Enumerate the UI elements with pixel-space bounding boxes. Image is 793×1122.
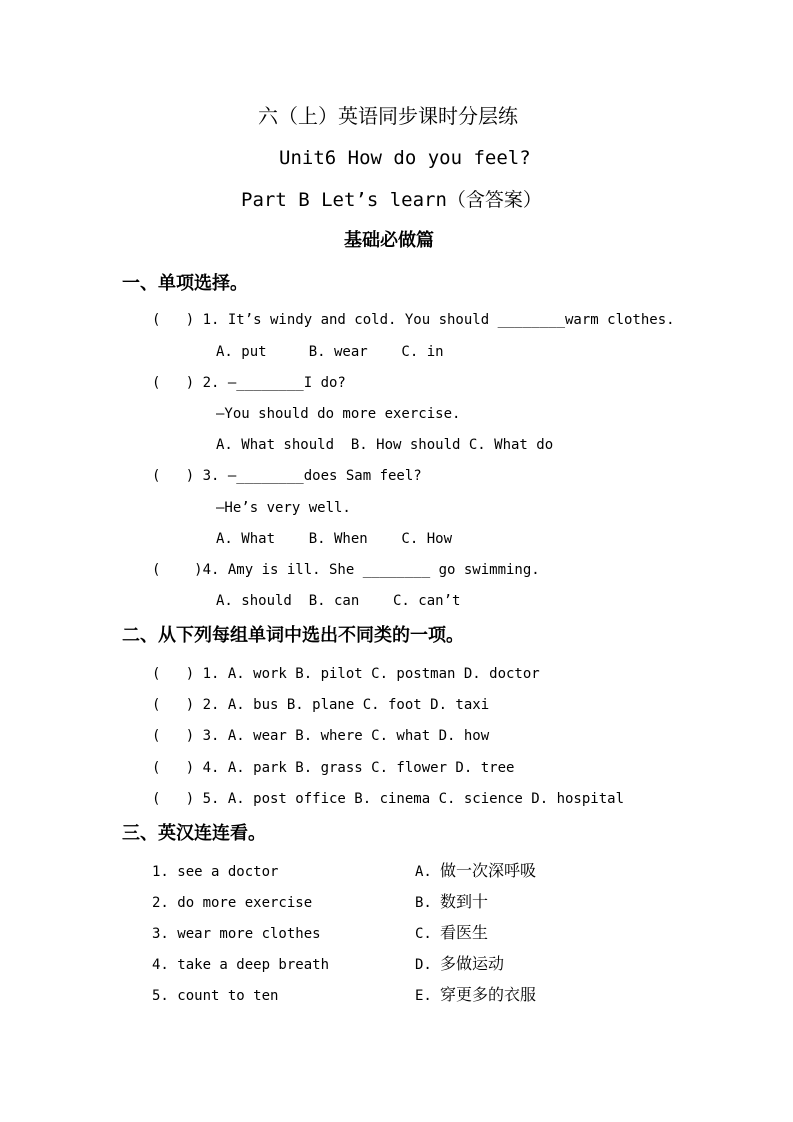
match-right-d: 多做运动 bbox=[440, 954, 505, 973]
question-2-options: A. What should B. How should C. What do bbox=[216, 437, 554, 453]
match-right-a: 做一次深呼吸 bbox=[440, 861, 537, 880]
match-right-letter-b: B. bbox=[415, 895, 432, 911]
question-3-reply: —He’s very well. bbox=[216, 500, 351, 516]
question-2-stem: ( ) 2. —________I do? bbox=[152, 375, 346, 391]
question-3-stem: ( ) 3. —________does Sam feel? bbox=[152, 468, 422, 484]
match-right-c: 看医生 bbox=[440, 923, 489, 942]
worksheet-title: 六（上）英语同步课时分层练 bbox=[258, 104, 518, 128]
odd-one-out-item-1: ( ) 1. A. work B. pilot C. postman D. doctor bbox=[152, 666, 540, 682]
question-3-options: A. What B. When C. How bbox=[216, 531, 453, 547]
odd-one-out-item-3: ( ) 3. A. wear B. where C. what D. how bbox=[152, 728, 490, 744]
match-left-1: 1. see a doctor bbox=[152, 864, 279, 880]
match-right-b: 数到十 bbox=[440, 892, 489, 911]
level-title: 基础必做篇 bbox=[344, 230, 434, 251]
match-right-letter-c: C. bbox=[415, 926, 432, 942]
odd-one-out-item-5: ( ) 5. A. post office B. cinema C. science D. hospital bbox=[152, 791, 625, 807]
question-1-options: A. put B. wear C. in bbox=[216, 344, 444, 360]
unit-title: Unit6 How do you feel? bbox=[279, 147, 531, 169]
match-right-letter-d: D. bbox=[415, 957, 432, 973]
match-left-4: 4. take a deep breath bbox=[152, 957, 330, 973]
question-4-options: A. should B. can C. can’t bbox=[216, 593, 461, 609]
question-1-stem: ( ) 1. It’s windy and cold. You should ________warm clothes. bbox=[152, 312, 675, 328]
match-left-2: 2. do more exercise bbox=[152, 895, 313, 911]
section-1-heading: 一、单项选择。 bbox=[122, 273, 248, 294]
match-right-letter-a: A. bbox=[415, 864, 432, 880]
match-left-3: 3. wear more clothes bbox=[152, 926, 321, 942]
question-4-stem: ( )4. Amy is ill. She ________ go swimming. bbox=[152, 562, 540, 578]
match-right-letter-e: E. bbox=[415, 988, 432, 1004]
question-2-reply: —You should do more exercise. bbox=[216, 406, 461, 422]
odd-one-out-item-4: ( ) 4. A. park B. grass C. flower D. tree bbox=[152, 760, 515, 776]
section-2-heading: 二、从下列每组单词中选出不同类的一项。 bbox=[122, 625, 464, 646]
match-right-e: 穿更多的衣服 bbox=[440, 985, 537, 1004]
match-left-5: 5. count to ten bbox=[152, 988, 279, 1004]
odd-one-out-item-2: ( ) 2. A. bus B. plane C. foot D. taxi bbox=[152, 697, 490, 713]
part-title: Part B Let’s learn（含答案） bbox=[241, 189, 542, 211]
section-3-heading: 三、英汉连连看。 bbox=[122, 823, 266, 844]
